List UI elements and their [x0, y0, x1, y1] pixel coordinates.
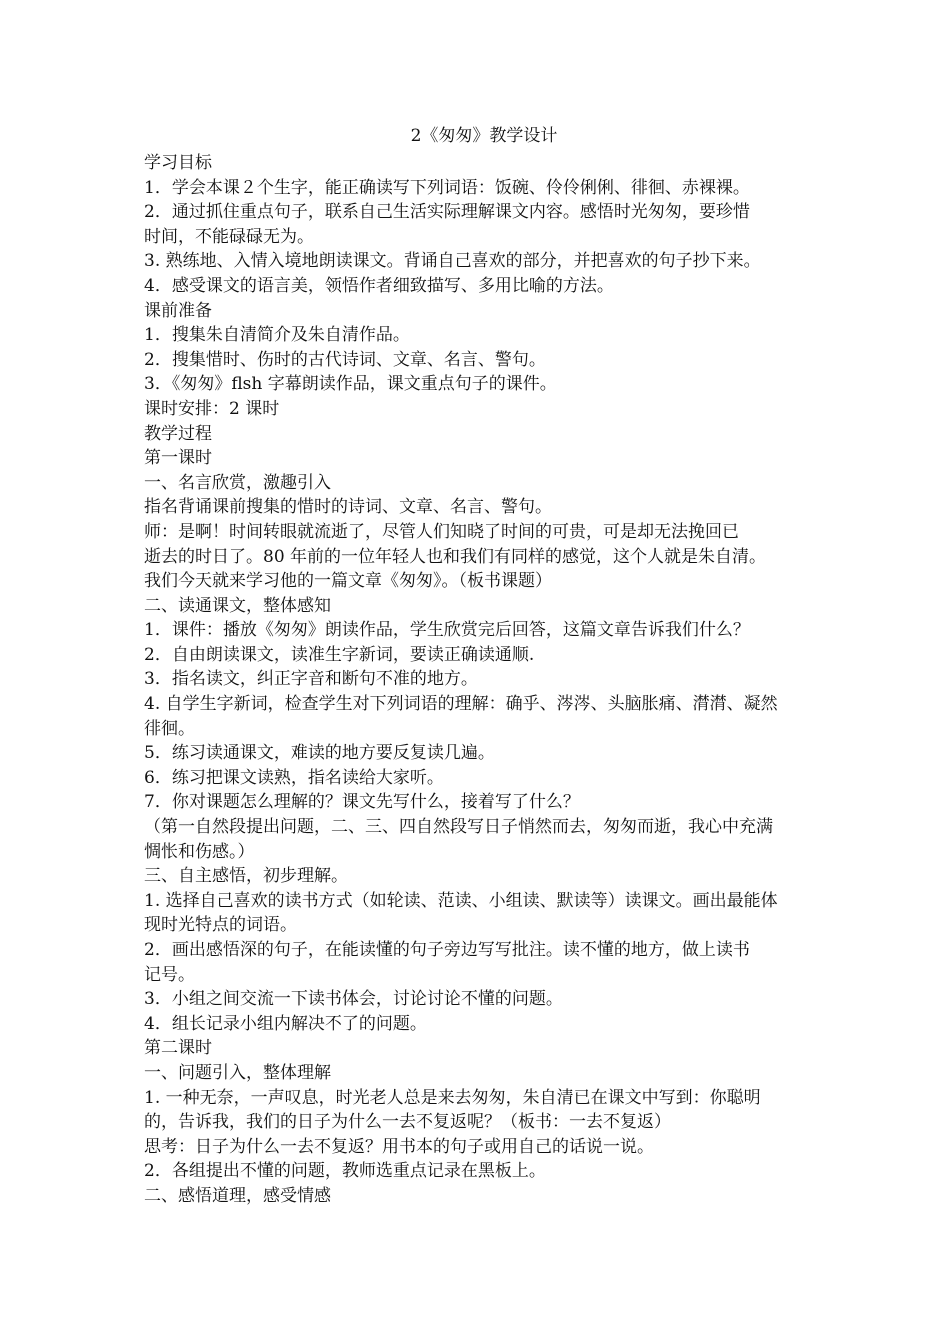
text-line: 4．感受课文的语言美，领悟作者细致描写、多用比喻的方法。: [144, 275, 614, 296]
text-line: 徘徊。: [144, 718, 195, 739]
text-line: 2．画出感悟深的句子，在能读懂的句子旁边写写批注。读不懂的地方，做上读书: [144, 940, 750, 960]
text-line: 三、自主感悟，初步理解。: [144, 866, 348, 887]
document-title: 2《匆匆》教学设计: [410, 126, 558, 146]
text-line: 一、名言欣赏，激趣引入: [144, 472, 331, 493]
text-line: 一、问题引入，整体理解: [144, 1062, 331, 1083]
text-line: 惆怅和伤感。）: [144, 841, 255, 862]
document-page: [144, 121, 824, 1209]
text-line: 1．课件：播放《匆匆》朗读作品，学生欣赏完后回答，这篇文章告诉我们什么？: [144, 620, 750, 641]
text-line: 5．练习读通课文，难读的地方要反复读几遍。: [144, 743, 495, 764]
text-line: 指名背诵课前搜集的惜时的诗词、文章、名言、警句。: [144, 497, 552, 518]
text-line: 课时安排：2 课时: [144, 398, 280, 419]
text-line: 第一课时: [144, 448, 212, 469]
text-line: 课前准备: [144, 300, 212, 321]
text-line: 2．搜集惜时、伤时的古代诗词、文章、名言、警句。: [144, 349, 546, 370]
text-line: 第二课时: [144, 1038, 212, 1059]
text-line: 4．组长记录小组内解决不了的问题。: [144, 1013, 427, 1034]
text-line: 逝去的时日了。80 年前的一位年轻人也和我们有同样的感觉，这个人就是朱自清。: [144, 546, 767, 567]
text-line: 4. 自学生字新词，检查学生对下列词语的理解：确乎、涔涔、头脑胀痛、潸潸、凝然: [144, 694, 778, 715]
text-line: 3．《匆匆》flsh 字幕朗读作品，课文重点句子的课件。: [144, 374, 557, 395]
text-line: 1．学会本课２个生字，能正确读写下列词语：饭碗、伶伶俐俐、徘徊、赤裸裸。: [144, 177, 750, 198]
text-line: 时间，不能碌碌无为。: [144, 226, 314, 247]
text-line: （第一自然段提出问题，二、三、四自然段写日子悄然而去，匆匆而逝，我心中充满: [144, 817, 773, 838]
text-line: 3．指名读文，纠正字音和断句不准的地方。: [144, 669, 478, 690]
text-line: 2．自由朗读课文，读准生字新词，要读正确读通顺.: [144, 644, 535, 665]
text-line: 记号。: [144, 964, 195, 985]
text-line: 1．搜集朱自清简介及朱自清作品。: [144, 325, 410, 346]
text-line: 教学过程: [144, 423, 212, 444]
text-line: 3．小组之间交流一下读书体会，讨论讨论不懂的问题。: [144, 989, 563, 1010]
text-line: 思考：日子为什么一去不复返？用书本的句子或用自己的话说一说。: [144, 1136, 654, 1157]
text-line: 3. 熟练地、入情入境地朗读课文。背诵自己喜欢的部分，并把喜欢的句子抄下来。: [144, 251, 761, 272]
text-line: 1. 一种无奈，一声叹息，时光老人总是来去匆匆，朱自清已在课文中写到：你聪明: [144, 1087, 761, 1108]
text-line: 6．练习把课文读熟，指名读给大家听。: [144, 767, 444, 788]
text-line: 2．各组提出不懂的问题，教师选重点记录在黑板上。: [144, 1161, 546, 1182]
text-line: 师：是啊！时间转眼就流逝了，尽管人们知晓了时间的可贵，可是却无法挽回已: [144, 521, 739, 542]
text-line: 学习目标: [144, 153, 212, 173]
text-line: 现时光特点的词语。: [144, 915, 297, 936]
text-line: 7．你对课题怎么理解的？课文先写什么，接着写了什么？: [144, 792, 580, 813]
text-line: 二、读通课文，整体感知: [144, 595, 331, 616]
text-line: 1. 选择自己喜欢的读书方式（如轮读、范读、小组读、默读等）读课文。画出最能体: [144, 890, 778, 911]
document-body: [144, 151, 824, 1209]
text-line: 二、感悟道理，感受情感: [144, 1185, 331, 1206]
text-line: 的，告诉我，我们的日子为什么一去不复返呢？（板书：一去不复返）: [144, 1112, 671, 1133]
text-line: 2．通过抓住重点句子，联系自己生活实际理解课文内容。感悟时光匆匆，要珍惜: [144, 202, 750, 223]
text-line: 我们今天就来学习他的一篇文章《匆匆》。（板书课题）: [144, 571, 552, 592]
